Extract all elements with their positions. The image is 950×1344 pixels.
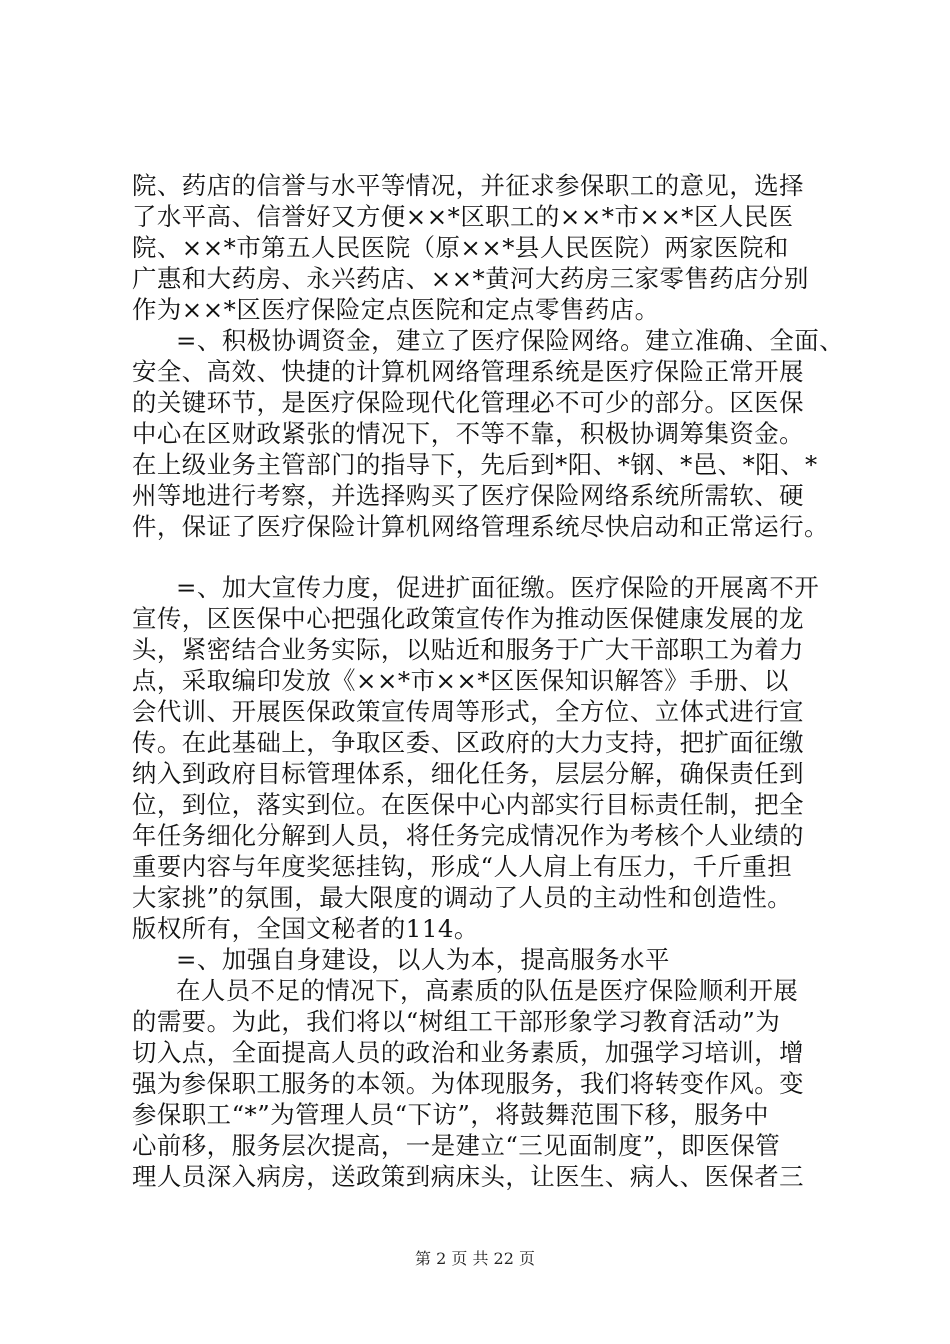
text-line: 点，采取编印发放《××*市××*区医保知识解答》手册、以 — [132, 666, 789, 695]
text-line: 件，保证了医疗保险计算机网络管理系统尽快启动和正常运行。 — [132, 512, 829, 541]
text-line: 作为××*区医疗保险定点医院和定点零售药店。 — [132, 295, 660, 324]
text-line: =、积极协调资金，建立了医疗保险网络。建立准确、全面、 — [176, 326, 845, 355]
text-line: 院、药店的信誉与水平等情况，并征求参保职工的意见，选择 — [132, 171, 805, 200]
text-line: 位，到位，落实到位。在医保中心内部实行目标责任制，把全 — [132, 790, 805, 819]
text-line: 传。在此基础上，争取区委、区政府的大力支持，把扩面征缴 — [132, 728, 805, 757]
text-line: 院、××*市第五人民医院（原××*县人民医院）两家医院和 — [132, 233, 789, 262]
text-line: 在人员不足的情况下，高素质的队伍是医疗保险顺利开展 — [176, 976, 799, 1005]
text-line: 版权所有，全国文秘者的114。 — [132, 914, 479, 943]
text-line: 宣传，区医保中心把强化政策宣传作为推动医保健康发展的龙 — [132, 604, 805, 633]
text-line: 中心在区财政紧张的情况下，不等不靠，积极协调筹集资金。 — [132, 419, 805, 448]
text-line: =、加大宣传力度，促进扩面征缴。医疗保险的开展离不开 — [176, 573, 820, 602]
text-line: 州等地进行考察，并选择购买了医疗保险网络系统所需软、硬 — [132, 481, 805, 510]
text-line: 广惠和大药房、永兴药店、××*黄河大药房三家零售药店分别 — [132, 264, 809, 293]
text-line: 强为参保职工服务的本领。为体现服务，我们将转变作风。变 — [132, 1069, 805, 1098]
text-line: 切入点，全面提高人员的政治和业务素质，加强学习培训，增 — [132, 1038, 805, 1067]
text-line: 头，紧密结合业务实际，以贴近和服务于广大干部职工为着力 — [132, 635, 805, 664]
text-line: 参保职工“*”为管理人员“下访”，将鼓舞范围下移，服务中 — [132, 1100, 770, 1129]
text-line: 纳入到政府目标管理体系，细化任务，层层分解，确保责任到 — [132, 759, 805, 788]
text-line: 的关键环节，是医疗保险现代化管理必不可少的部分。区医保 — [132, 388, 805, 417]
text-line: 安全、高效、快捷的计算机网络管理系统是医疗保险正常开展 — [132, 357, 805, 386]
page-footer: 第 2 页 共 22 页 — [415, 1249, 535, 1268]
document-body — [132, 170, 852, 1192]
text-line: 重要内容与年度奖惩挂钩，形成“人人肩上有压力，千斤重担 — [132, 852, 793, 881]
section-heading: =、加强自身建设，以人为本，提高服务水平 — [176, 945, 670, 974]
text-line: 在上级业务主管部门的指导下，先后到*阳、*钢、*邑、*阳、* — [132, 450, 818, 479]
text-line: 大家挑”的氛围，最大限度的调动了人员的主动性和创造性。 — [132, 883, 793, 912]
text-line: 心前移，服务层次提高，一是建立“三见面制度”，即医保管 — [132, 1131, 781, 1160]
paragraph-gap — [132, 542, 852, 572]
text-line: 理人员深入病房，送政策到病床头，让医生、病人、医保者三 — [132, 1162, 805, 1191]
text-line: 了水平高、信誉好又方便××*区职工的××*市××*区人民医 — [132, 202, 794, 231]
text-line: 年任务细化分解到人员，将任务完成情况作为考核个人业绩的 — [132, 821, 805, 850]
text-line: 会代训、开展医保政策宣传周等形式，全方位、立体式进行宣 — [132, 697, 805, 726]
text-line: 的需要。为此，我们将以“树组工干部形象学习教育活动”为 — [132, 1007, 781, 1036]
